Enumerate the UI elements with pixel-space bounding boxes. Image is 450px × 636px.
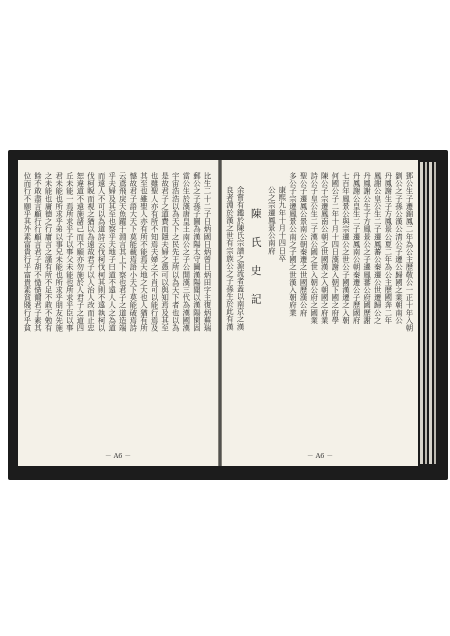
text-column: 而遠人不可以為道詩云伐柯伐柯其則不遠執柯以 bbox=[97, 172, 107, 332]
text-column: 丘未能一焉所求乎子以事父未能也所求乎臣以事 bbox=[65, 172, 75, 332]
text-column: 余嘗有鑑於陳氏宗譜之源流者蓋以南京之漢 bbox=[236, 186, 246, 331]
text-column: 其至也雖聖人亦有所不能焉天地之大也人猶有所 bbox=[139, 172, 149, 332]
text-column: 鳳謝公皇公生二子遷鳳蕃公秦遷公世遷歸公之 bbox=[373, 172, 383, 324]
text-column: 是故君子之道費而隱夫婦之愚可以與知焉及其至 bbox=[160, 172, 170, 332]
text-column: 之未能也庸德之行庸言之謹有所不足不敢不勉有 bbox=[44, 172, 54, 332]
text-column: 也雖聖人亦有所不知焉夫婦之不肖可以能行焉及 bbox=[150, 172, 160, 332]
text-column: 乎夫婦及其至也察乎天地子曰道不遠人人之為道 bbox=[107, 172, 117, 332]
text-column: 多公子宗遷鳳景公南之子國之世漢入朝府業 bbox=[288, 172, 298, 317]
text-column: 伐柯睨而視之猶以為遠故君子以人治人改而止忠 bbox=[86, 172, 96, 332]
text-column: 恕違道不遠施諸己而不願亦勿施於人君子之道四 bbox=[75, 172, 85, 332]
text-column: 聖公子遷鳳公景南公朝秦遷之世國歷漢公府 bbox=[299, 172, 309, 317]
text-column: 何國公子二年十月十四日漢謝入朝下國之府學 bbox=[330, 172, 340, 324]
right-page-text bbox=[225, 172, 414, 440]
text-column: 七百年鳳景公與宗遷公之世公子國漢遷之入朝 bbox=[341, 172, 351, 324]
page-edge bbox=[434, 162, 436, 464]
open-book bbox=[8, 150, 448, 480]
text-column: 餘不敢盡言顧行行顧言君子胡不慥慥爾君子素其 bbox=[33, 172, 43, 332]
text-column: 詩公子皇公生二子漢公國之世入朝公府之國業 bbox=[309, 172, 319, 324]
right-page-number: － A6 － bbox=[307, 452, 333, 460]
text-column: 公之宗遷鳳景公南府 bbox=[267, 186, 277, 255]
left-page bbox=[18, 160, 218, 466]
text-column: 康熙九年十月十四日卒 bbox=[277, 186, 287, 262]
text-column: 丹鳳謝生子方鳳景公夏二年為公主歷國奔二年 bbox=[383, 172, 393, 324]
text-column: 劉公之子孫公漢公清公子遷公歸國之業朝南公 bbox=[394, 172, 404, 324]
text-column: 陳公子宗遷鳳南公朝之世國漢之入朝國之府業 bbox=[320, 172, 330, 324]
right-page bbox=[222, 160, 418, 466]
left-page-number: － A6 － bbox=[105, 452, 131, 460]
page-edge bbox=[429, 162, 432, 464]
text-column: 鄧公生子遷錦鳳二年為公主歷敬公一正十年入朝 bbox=[405, 172, 414, 332]
text-column: 郵公之子孫子圖為漢陽太守圖漢陽聞以漢陽閑固 bbox=[192, 172, 202, 332]
text-column: 云鳶飛戾天魚躍于淵言其上下察也君子之道造端 bbox=[118, 172, 128, 332]
text-column: 位而行不願乎其外素富貴行乎富貴素貧賤行乎貧 bbox=[22, 172, 32, 332]
section-heading: 陳 氏 史 記 bbox=[249, 208, 262, 307]
text-column: 比生二十二子日炳國日炳曾日炳田字主復炳蕪瑞 bbox=[203, 172, 212, 332]
text-column: 良者淵於漢之世有宗族公之子孫生於此有漢 bbox=[225, 186, 235, 331]
text-column: 當公生於漢唐皇王南公之子公開漢三代為漢國漢 bbox=[181, 172, 191, 332]
text-column: 丹鳳謝公皇生二子遷鳳南公朝秦遷公子歷國府 bbox=[352, 172, 362, 324]
text-column: 憾故君子語大天下莫能載焉語小天下莫能破焉詩 bbox=[128, 172, 138, 332]
text-column: 君未能也所求乎弟以事兄未能也所求乎朋友先施 bbox=[54, 172, 64, 332]
page-edge bbox=[425, 162, 427, 464]
left-page-text bbox=[22, 172, 212, 440]
page-edge bbox=[420, 162, 423, 464]
text-column: 丹鳳謝公生子方鳳景公之子遷鳳蕃公府國歷謝 bbox=[362, 172, 372, 324]
text-column: 宇宙浩浩以為天下之民先王所以為天下者也以為 bbox=[171, 172, 181, 332]
